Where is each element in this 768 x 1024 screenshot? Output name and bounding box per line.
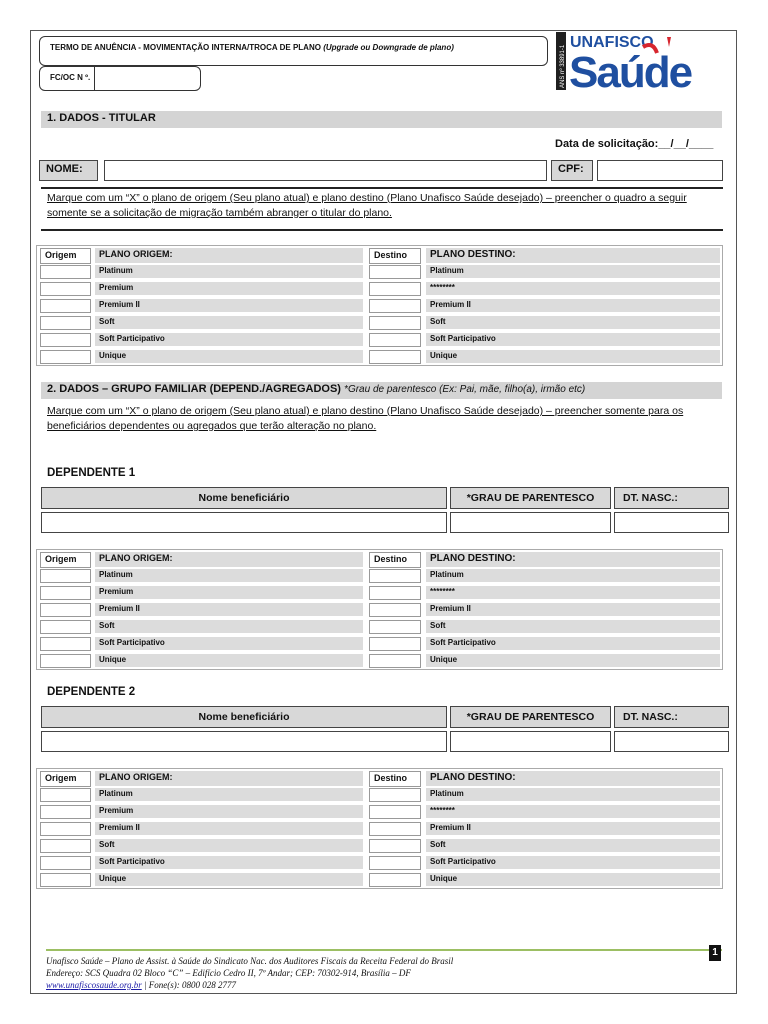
plano-origem-header: PLANO ORIGEM: — [95, 771, 363, 787]
plano-destino-option: Unique — [426, 350, 720, 364]
origem-checkbox[interactable] — [40, 654, 91, 668]
dep2-grau-field[interactable] — [450, 731, 611, 752]
plano-origem-header: PLANO ORIGEM: — [95, 552, 363, 568]
dep2-name-header: Nome beneficiário — [41, 706, 447, 728]
origem-checkbox[interactable] — [40, 282, 91, 296]
dep1-nasc-header: DT. NASC.: — [614, 487, 729, 509]
dependent-2-title: DEPENDENTE 2 — [47, 686, 136, 698]
plano-destino-option: Premium II — [426, 299, 720, 313]
destino-checkbox[interactable] — [369, 873, 421, 887]
cpf-label: CPF: — [551, 160, 593, 181]
divider — [41, 229, 723, 231]
destino-checkbox[interactable] — [369, 282, 421, 296]
dependent-1-title: DEPENDENTE 1 — [47, 467, 136, 479]
plano-destino-option: Unique — [426, 873, 720, 887]
origem-checkbox[interactable] — [40, 299, 91, 313]
plano-destino-header: PLANO DESTINO: — [426, 552, 720, 568]
dep2-nasc-field[interactable] — [614, 731, 729, 752]
destino-checkbox[interactable] — [369, 637, 421, 651]
unafisco-saude-logo — [555, 31, 723, 91]
plano-origem-option: Platinum — [95, 265, 363, 279]
origem-checkbox[interactable] — [40, 569, 91, 583]
plano-origem-option: Premium II — [95, 603, 363, 617]
destino-checkbox[interactable] — [369, 569, 421, 583]
origem-checkbox[interactable] — [40, 316, 91, 330]
plano-origem-option: Soft — [95, 620, 363, 634]
plan-table-2 — [36, 549, 723, 670]
plano-destino-option: ******** — [426, 282, 720, 296]
destino-checkbox[interactable] — [369, 350, 421, 364]
logo-ans-text: ANS nº 33891-1 — [560, 44, 566, 88]
destino-checkbox[interactable] — [369, 333, 421, 347]
dep2-nasc-header: DT. NASC.: — [614, 706, 729, 728]
plano-destino-header: PLANO DESTINO: — [426, 771, 720, 787]
destino-header: Destino — [369, 552, 421, 568]
plano-destino-header: PLANO DESTINO: — [426, 248, 720, 264]
plano-origem-option: Premium — [95, 282, 363, 296]
page-number: 1 — [709, 945, 721, 961]
destino-checkbox[interactable] — [369, 822, 421, 836]
plano-destino-option: Platinum — [426, 788, 720, 802]
origem-checkbox[interactable] — [40, 603, 91, 617]
website-link[interactable]: www.unafiscosaude.org.br — [46, 980, 142, 990]
dep1-grau-header: *GRAU DE PARENTESCO — [450, 487, 611, 509]
plano-origem-option: Soft Participativo — [95, 333, 363, 347]
destino-checkbox[interactable] — [369, 603, 421, 617]
request-date-label: Data de solicitação:__/__/____ — [555, 138, 714, 150]
origem-checkbox[interactable] — [40, 350, 91, 364]
plan-table-1 — [36, 245, 723, 366]
origem-checkbox[interactable] — [40, 620, 91, 634]
origem-header: Origem — [40, 552, 91, 568]
plano-destino-option: ******** — [426, 586, 720, 600]
plano-origem-option: Premium II — [95, 822, 363, 836]
plano-origem-option: Soft — [95, 316, 363, 330]
divider — [41, 187, 723, 189]
document-title: TERMO DE ANUÊNCIA - MOVIMENTAÇÃO INTERNA/TROCA DE PLANO (Upgrade ou Downgrade de plano) — [39, 36, 548, 66]
origem-checkbox[interactable] — [40, 333, 91, 347]
origem-checkbox[interactable] — [40, 265, 91, 279]
plano-origem-option: Soft — [95, 839, 363, 853]
plano-origem-option: Premium — [95, 805, 363, 819]
plano-origem-option: Unique — [95, 350, 363, 364]
origem-checkbox[interactable] — [40, 822, 91, 836]
plano-origem-option: Platinum — [95, 569, 363, 583]
footer-line-2: Endereço: SCS Quadra 02 Bloco “C” – Edifício Cedro II, 7º Andar; CEP: 70302-914, Brasília – DF — [46, 968, 411, 978]
plano-origem-option: Unique — [95, 873, 363, 887]
plano-destino-option: Soft Participativo — [426, 637, 720, 651]
logo-accent-icon — [667, 37, 671, 47]
dep2-name-field[interactable] — [41, 731, 447, 752]
origem-checkbox[interactable] — [40, 637, 91, 651]
destino-checkbox[interactable] — [369, 316, 421, 330]
origem-checkbox[interactable] — [40, 873, 91, 887]
plano-origem-option: Platinum — [95, 788, 363, 802]
section-1-instruction: Marque com um “X” o plano de origem (Seu plano atual) e plano destino (Plano Unafisco Saúde desejado) – preencher o quadro a seguir somente se a solicitação de migração também abranger o titular do plano. — [47, 192, 687, 219]
fc-label: FC/OC N º. — [50, 73, 91, 82]
section-2-instruction: Marque com um “X” o plano de origem (Seu plano atual) e plano destino (Plano Unafisco Saúde desejado) – preencher somente para os beneficiários dependentes ou agregados que terão alteração no plano. — [47, 405, 684, 432]
plan-table-3 — [36, 768, 723, 889]
dep2-grau-header: *GRAU DE PARENTESCO — [450, 706, 611, 728]
plano-origem-header: PLANO ORIGEM: — [95, 248, 363, 264]
destino-checkbox[interactable] — [369, 788, 421, 802]
footer-line-3 — [46, 980, 236, 991]
destino-checkbox[interactable] — [369, 839, 421, 853]
footer-phone: | Fone(s): 0800 028 2777 — [141, 980, 236, 990]
dep1-name-field[interactable] — [41, 512, 447, 533]
footer-line-1: Unafisco Saúde – Plano de Assist. à Saúde do Sindicato Nac. dos Auditores Fiscais da Receita Federal do Brasil — [46, 956, 454, 966]
origem-checkbox[interactable] — [40, 805, 91, 819]
plano-destino-option: Platinum — [426, 569, 720, 583]
plano-destino-option: Premium II — [426, 822, 720, 836]
origem-checkbox[interactable] — [40, 586, 91, 600]
dep1-name-header: Nome beneficiário — [41, 487, 447, 509]
destino-checkbox[interactable] — [369, 654, 421, 668]
plano-origem-option: Soft Participativo — [95, 856, 363, 870]
name-field[interactable] — [104, 160, 547, 181]
logo-top-text: UNAFISCO — [570, 34, 654, 51]
destino-checkbox[interactable] — [369, 299, 421, 313]
origem-checkbox[interactable] — [40, 839, 91, 853]
origem-checkbox[interactable] — [40, 788, 91, 802]
origem-header: Origem — [40, 771, 91, 787]
plano-destino-option: Soft — [426, 839, 720, 853]
destino-checkbox[interactable] — [369, 620, 421, 634]
plano-destino-option: Soft Participativo — [426, 333, 720, 347]
destino-header: Destino — [369, 771, 421, 787]
fc-number-field[interactable] — [95, 67, 200, 90]
origem-checkbox[interactable] — [40, 856, 91, 870]
destino-checkbox[interactable] — [369, 805, 421, 819]
section-1-heading: 1. DADOS - TITULAR — [41, 111, 722, 128]
plano-origem-option: Premium II — [95, 299, 363, 313]
cpf-field[interactable] — [597, 160, 723, 181]
plano-destino-option: Unique — [426, 654, 720, 668]
section-2-heading: 2. DADOS – GRUPO FAMILIAR (DEPEND./AGREGADOS) *Grau de parentesco (Ex: Pai, mãe, filho(a), irmão etc) — [41, 382, 722, 399]
destino-checkbox[interactable] — [369, 586, 421, 600]
plano-destino-option: Soft — [426, 620, 720, 634]
plano-origem-option: Premium — [95, 586, 363, 600]
footer-line — [46, 949, 722, 951]
plano-destino-option: ******** — [426, 805, 720, 819]
plano-destino-option: Platinum — [426, 265, 720, 279]
dep1-grau-field[interactable] — [450, 512, 611, 533]
dep1-nasc-field[interactable] — [614, 512, 729, 533]
origem-header: Origem — [40, 248, 91, 264]
plano-destino-option: Soft — [426, 316, 720, 330]
destino-checkbox[interactable] — [369, 265, 421, 279]
plano-origem-option: Soft Participativo — [95, 637, 363, 651]
name-label: NOME: — [39, 160, 98, 181]
plano-origem-option: Unique — [95, 654, 363, 668]
destino-checkbox[interactable] — [369, 856, 421, 870]
destino-header: Destino — [369, 248, 421, 264]
plano-destino-option: Soft Participativo — [426, 856, 720, 870]
logo-main-text: Saúde — [569, 48, 692, 91]
plano-destino-option: Premium II — [426, 603, 720, 617]
